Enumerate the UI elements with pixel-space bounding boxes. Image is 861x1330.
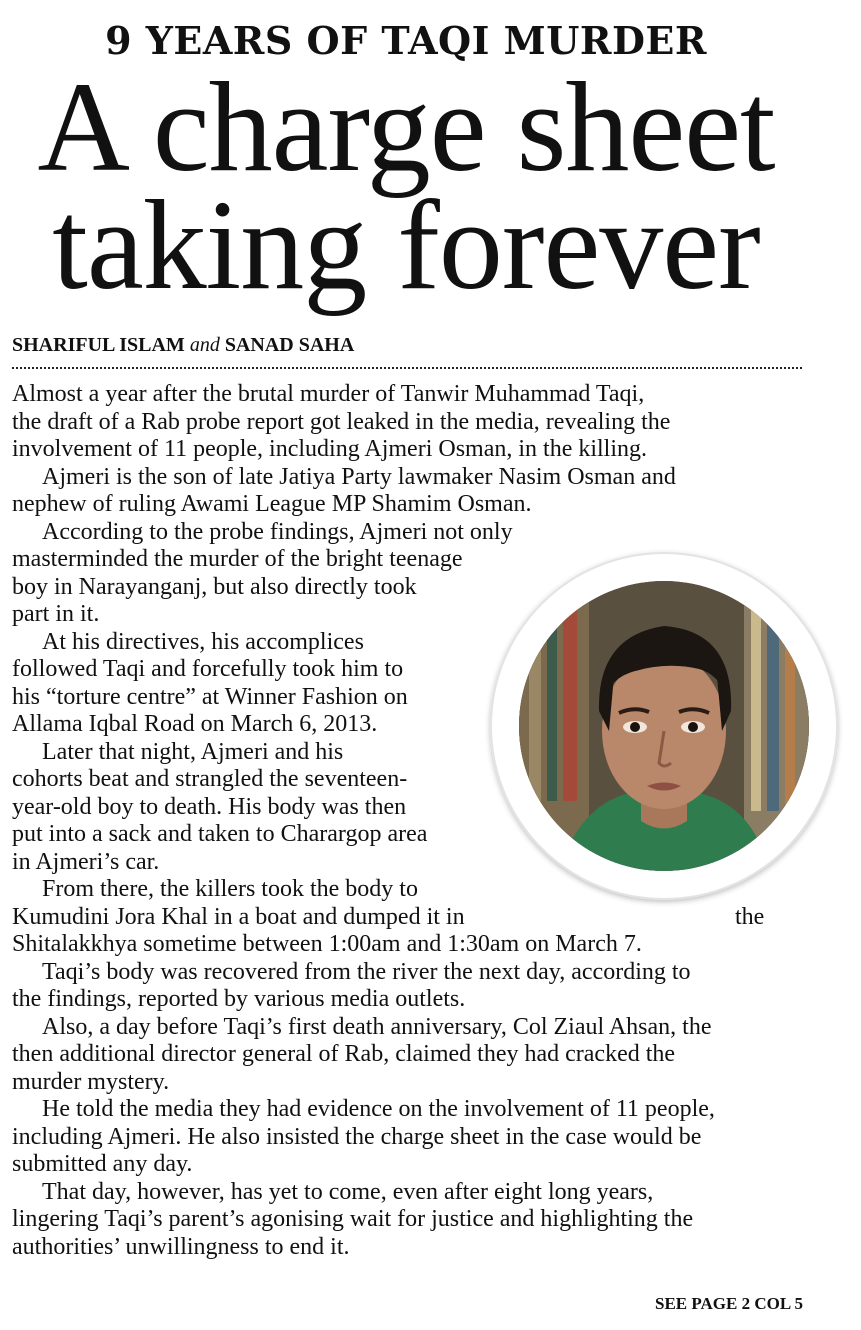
body-line: followed Taqi and forcefully took him to: [12, 656, 404, 682]
author-2: SANAD SAHA: [224, 334, 355, 356]
body-line-text: Kumudini Jora Khal in a boat and dumped it in: [12, 903, 465, 930]
body-line: Allama Iqbal Road on March 6, 2013.: [12, 711, 378, 737]
dotted-divider: [12, 367, 802, 369]
portrait-illustration: [519, 581, 809, 871]
byline-conjunction: and: [189, 334, 220, 356]
body-line: Shitalakkhya sometime between 1:00am and 1:30am on March 7.: [12, 931, 642, 957]
headline-line-2: taking forever: [52, 174, 760, 316]
body-line: then additional director general of Rab, claimed they had cracked the: [12, 1041, 676, 1067]
headline-line-1: A charge sheet: [37, 56, 775, 198]
body-line: part in it.: [12, 601, 100, 627]
body-line: From there, the killers took the body to: [42, 876, 418, 902]
body-line: the findings, reported by various media outlets.: [12, 986, 466, 1012]
body-line: nephew of ruling Awami League MP Shamim Osman.: [12, 491, 532, 517]
headline: [0, 56, 812, 316]
body-line: year-old boy to death. His body was then: [12, 793, 407, 820]
body-line: That day, however, has yet to come, even after eight long years,: [42, 1178, 654, 1205]
body-line: his “torture centre” at Winner Fashion on: [12, 683, 408, 710]
body-line: including Ajmeri. He also insisted the charge sheet in the case would be: [12, 1123, 702, 1150]
body-line: put into a sack and taken to Charargop area: [12, 821, 428, 847]
body-line: According to the probe findings, Ajmeri not only: [42, 518, 513, 545]
body-line: Taqi’s body was recovered from the river the next day, according to: [42, 958, 691, 985]
body-line: He told the media they had evidence on the involvement of 11 people,: [42, 1096, 715, 1122]
body-line: Almost a year after the brutal murder of Tanwir Muhammad Taqi,: [12, 381, 645, 407]
continuation-note: SEE PAGE 2 COL 5: [655, 1294, 803, 1313]
body-line: [12, 904, 804, 932]
body-line: authorities’ unwillingness to end it.: [12, 1233, 350, 1260]
body-line: in Ajmeri’s car.: [12, 848, 160, 875]
body-line: masterminded the murder of the bright teenage: [12, 546, 463, 572]
body-line-floating-word: the: [735, 903, 765, 930]
kicker: 9 YEARS OF TAQI MURDER: [105, 18, 707, 63]
body-line: Ajmeri is the son of late Jatiya Party lawmaker Nasim Osman and: [42, 463, 676, 490]
byline: [12, 334, 354, 357]
body-line: submitted any day.: [12, 1151, 193, 1177]
body-line: Later that night, Ajmeri and his: [42, 738, 344, 765]
body-line: Also, a day before Taqi’s first death anniversary, Col Ziaul Ahsan, the: [42, 1013, 712, 1040]
body-line: At his directives, his accomplices: [42, 628, 364, 655]
author-1: SHARIFUL ISLAM: [12, 334, 185, 356]
body-line: involvement of 11 people, including Ajmeri Osman, in the killing.: [12, 436, 648, 462]
body-line: murder mystery.: [12, 1068, 170, 1095]
body-line: lingering Taqi’s parent’s agonising wait for justice and highlighting the: [12, 1206, 694, 1232]
body-line: boy in Narayanganj, but also directly took: [12, 573, 417, 600]
body-line: the draft of a Rab probe report got leaked in the media, revealing the: [12, 408, 671, 435]
portrait-photo: [519, 581, 809, 871]
body-line: cohorts beat and strangled the seventeen-: [12, 766, 408, 792]
